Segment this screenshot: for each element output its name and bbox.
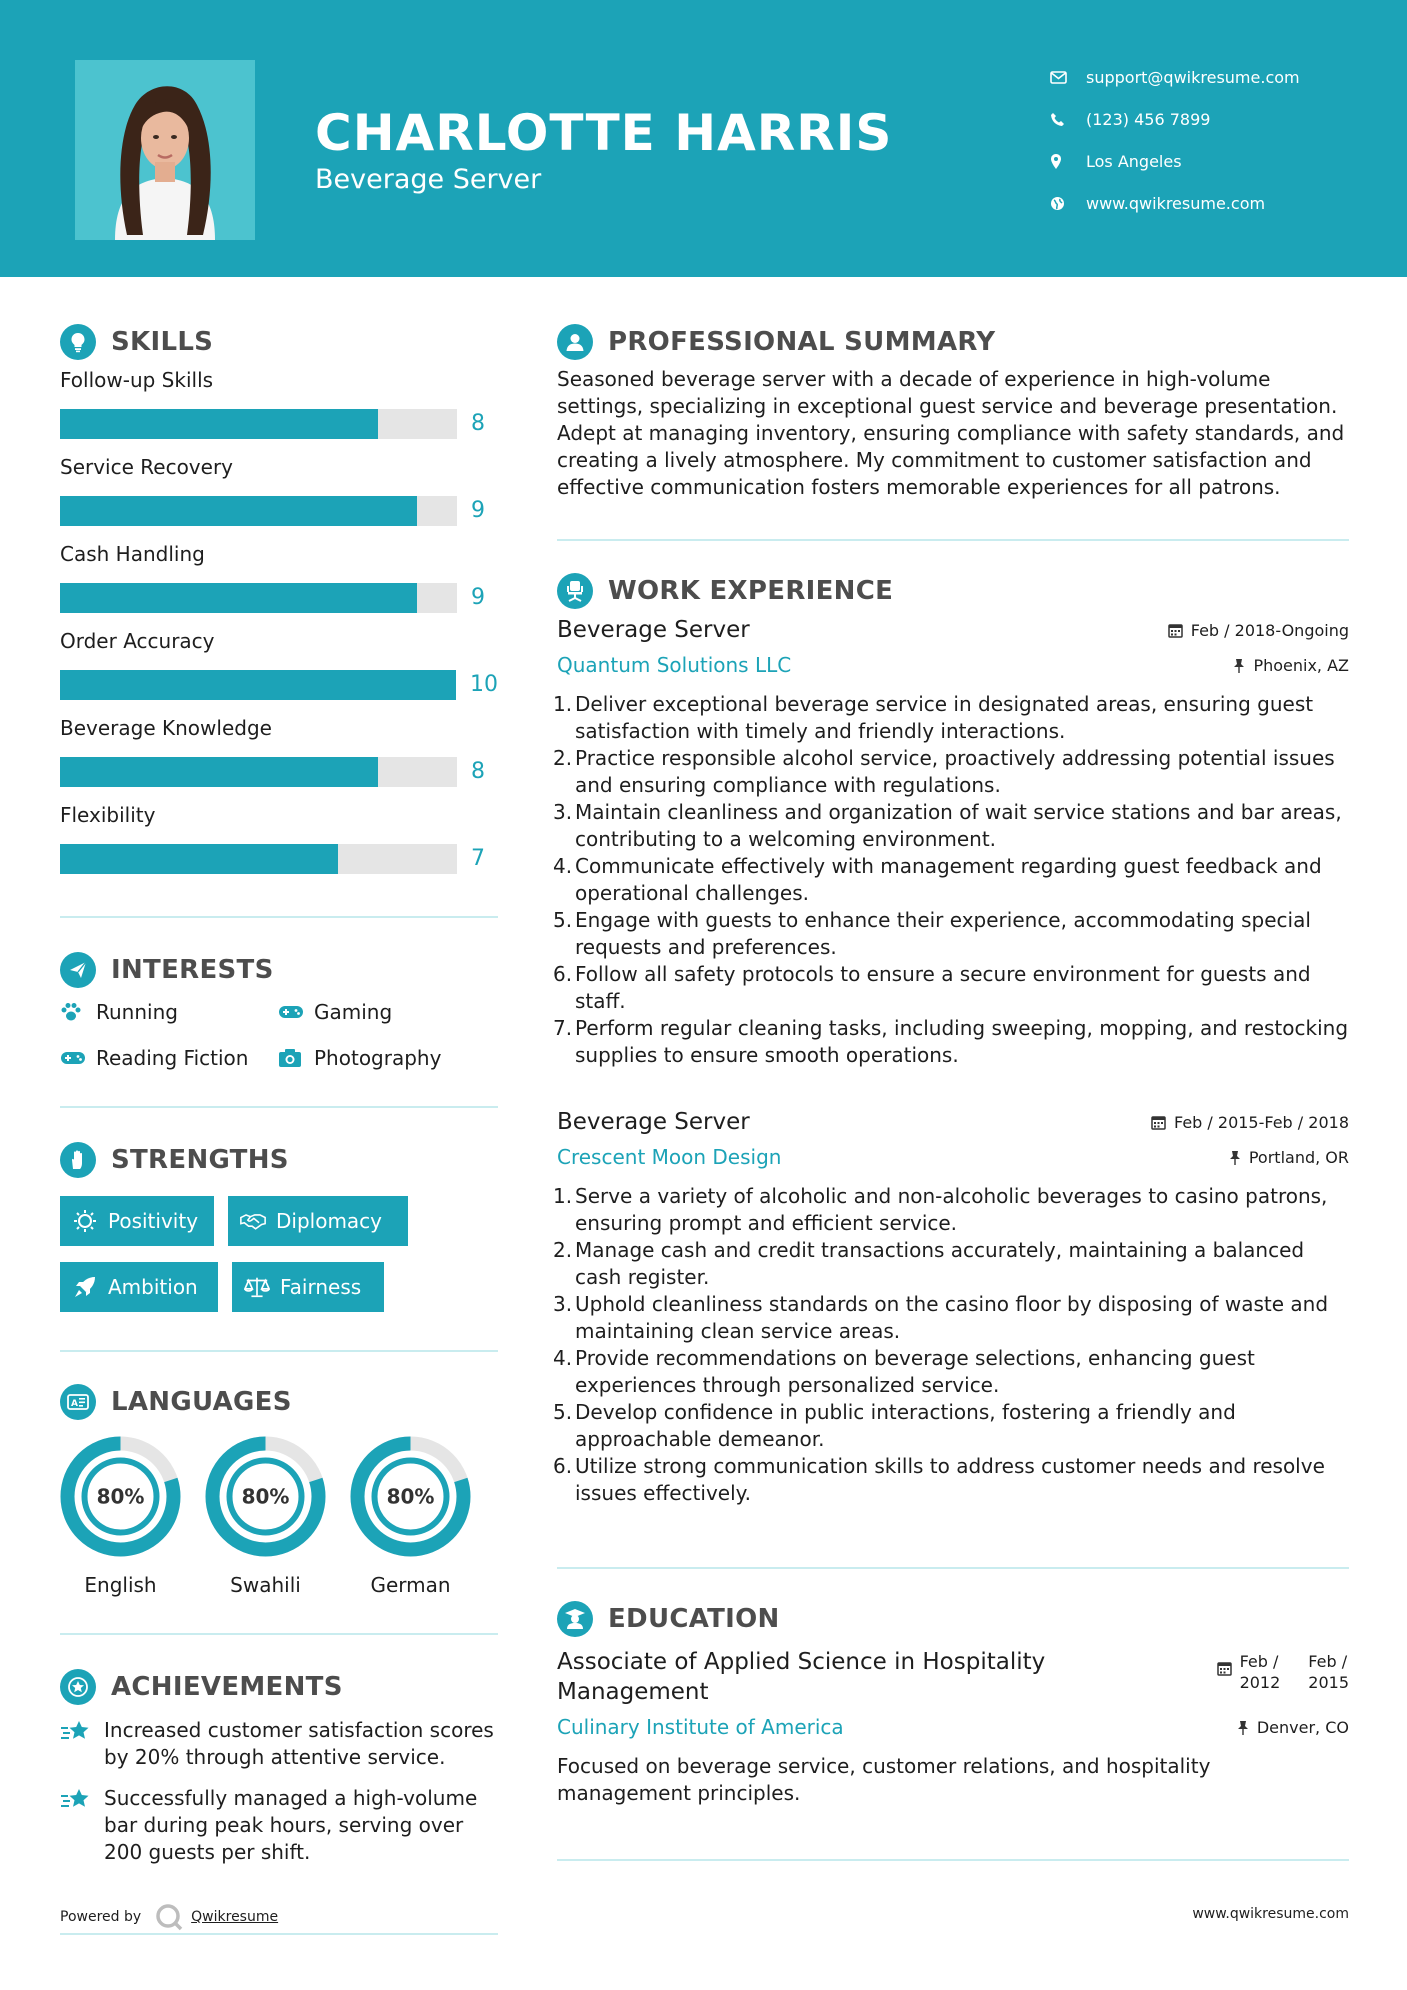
skill-bar-row xyxy=(60,742,498,801)
strength-label: Positivity xyxy=(108,1209,199,1233)
skill-bar-row xyxy=(60,481,498,540)
education-location xyxy=(1237,1718,1349,1737)
job-bullets xyxy=(553,691,1349,1069)
powered-by xyxy=(60,1903,278,1931)
bullet-text: Provide recommendations on beverage selections, enhancing guest experiences through personalized service. xyxy=(575,1346,1255,1397)
experience-heading xyxy=(557,569,1349,613)
location-text: Phoenix, AZ xyxy=(1253,655,1349,675)
language-name: English xyxy=(84,1573,157,1597)
education-school: Culinary Institute of America xyxy=(557,1715,844,1739)
section-title: INTERESTS xyxy=(111,955,274,985)
contact-list xyxy=(1050,56,1380,224)
svg-text:A: A xyxy=(71,1399,78,1409)
bullet-number: 1. xyxy=(553,692,573,716)
bullet-text: Deliver exceptional beverage service in designated areas, ensuring guest satisfaction with timely and friendly interactions. xyxy=(575,692,1314,743)
skill-name: Follow-up Skills xyxy=(60,368,214,392)
languages-heading xyxy=(60,1380,498,1424)
job-dates xyxy=(1168,621,1349,640)
skill-bar-fill xyxy=(60,757,378,787)
gamepad-icon xyxy=(278,1000,308,1024)
job-company: Crescent Moon Design xyxy=(557,1145,782,1169)
languages-list xyxy=(60,1436,498,1597)
balance-scale-icon xyxy=(244,1274,270,1300)
section-title: LANGUAGES xyxy=(111,1387,292,1417)
envelope-icon xyxy=(1050,68,1086,86)
location-text: Portland, OR xyxy=(1248,1147,1349,1167)
skill-name: Cash Handling xyxy=(60,542,205,566)
bullet-number: 6. xyxy=(553,962,573,986)
section-divider xyxy=(557,1859,1349,1861)
skill-bar-track xyxy=(60,757,457,787)
rocket-icon xyxy=(72,1274,98,1300)
bullet-text: Engage with guests to enhance their experience, accommodating special requests and preferences. xyxy=(575,908,1311,959)
job-bullet xyxy=(553,853,1349,907)
strengths-list xyxy=(60,1196,498,1312)
calendar-icon xyxy=(1168,623,1183,638)
skill-name: Service Recovery xyxy=(60,455,234,479)
interests-list xyxy=(60,998,498,1072)
camera-icon xyxy=(278,1046,308,1070)
bullet-text: Utilize strong communication skills to address customer needs and resolve issues effectively. xyxy=(575,1454,1325,1505)
skill-value: 9 xyxy=(471,585,485,610)
skill-bar-track xyxy=(60,670,456,700)
skill-bar-fill xyxy=(60,670,456,700)
job-bullet xyxy=(553,691,1349,745)
contact-location xyxy=(1050,140,1380,182)
shooting-star-icon xyxy=(60,1785,104,1866)
job-bullet xyxy=(553,907,1349,961)
interest-item xyxy=(278,998,498,1026)
language-percent: 80% xyxy=(241,1484,290,1509)
achievement-item xyxy=(60,1785,498,1866)
paper-plane-icon xyxy=(60,952,96,988)
job-role: Beverage Server xyxy=(557,1109,750,1135)
job-title-line xyxy=(557,1109,1349,1135)
strengths-heading xyxy=(60,1138,498,1182)
interest-item xyxy=(278,1044,498,1072)
language-item xyxy=(205,1436,326,1597)
bullet-number: 5. xyxy=(553,908,573,932)
bullet-text: Manage cash and credit transactions accurately, maintaining a balanced cash register. xyxy=(575,1238,1305,1289)
contact-text: support@qwikresume.com xyxy=(1086,67,1300,87)
raised-hand-icon xyxy=(60,1142,96,1178)
language-percent: 80% xyxy=(386,1484,435,1509)
skill-name: Flexibility xyxy=(60,803,156,827)
interests-heading xyxy=(60,948,498,992)
section-divider xyxy=(60,1933,498,1935)
powered-label: Powered by xyxy=(60,1909,142,1925)
location-text: Denver, CO xyxy=(1256,1717,1349,1737)
dates-text: Feb / 2018-Ongoing xyxy=(1190,620,1349,640)
skill-bar-fill xyxy=(60,409,378,439)
job-bullet xyxy=(553,1399,1349,1453)
left-column xyxy=(60,320,498,1866)
language-donut xyxy=(205,1436,326,1557)
section-title: ACHIEVEMENTS xyxy=(111,1672,343,1702)
bullet-text: Uphold cleanliness standards on the casino floor by disposing of waste and maintaining clean service areas. xyxy=(575,1292,1329,1343)
bullet-text: Perform regular cleaning tasks, including sweeping, mopping, and restocking supplies to ensure smooth operations. xyxy=(575,1016,1349,1067)
section-title: WORK EXPERIENCE xyxy=(608,576,894,606)
skill-bar-fill xyxy=(60,844,338,874)
job-bullet xyxy=(553,961,1349,1015)
language-icon xyxy=(60,1384,96,1420)
paw-icon xyxy=(60,1000,90,1024)
profile-photo xyxy=(75,60,255,240)
language-item xyxy=(60,1436,181,1597)
education-text: Focused on beverage service, customer relations, and hospitality management principles. xyxy=(557,1754,1211,1805)
skill-name: Order Accuracy xyxy=(60,629,215,653)
summary-text: Seasoned beverage server with a decade of experience in high-volume settings, specializing in exceptional guest service and beverage presentation. Adept at managing inventory, ensuring compliance with safety standards, and creating a lively atmosphere. My commitment to customer satisfaction and effective communication fosters memorable experiences for all patrons. xyxy=(557,367,1345,499)
bullet-number: 4. xyxy=(553,854,573,878)
bullet-text: Maintain cleanliness and organization of wait service stations and bar areas, contributing to a welcoming environment. xyxy=(575,800,1342,851)
strength-label: Diplomacy xyxy=(276,1209,383,1233)
skill-bar-row xyxy=(60,394,498,453)
section-title: STRENGTHS xyxy=(111,1145,289,1175)
section-divider xyxy=(60,1633,498,1635)
job-bullet xyxy=(553,799,1349,853)
language-donut xyxy=(60,1436,181,1557)
right-column xyxy=(553,320,1349,1861)
pushpin-icon xyxy=(1233,658,1245,673)
job-company: Quantum Solutions LLC xyxy=(557,653,792,677)
job-bullet xyxy=(553,1453,1349,1507)
job-bullet xyxy=(553,1237,1349,1291)
job-title-line xyxy=(557,617,1349,643)
section-title: EDUCATION xyxy=(608,1604,780,1634)
interest-label: Running xyxy=(96,1000,178,1024)
skill-bar-track xyxy=(60,583,457,613)
bullet-text: Serve a variety of alcoholic and non-alcoholic beverages to casino patrons, ensuring prompt and efficient service. xyxy=(575,1184,1328,1235)
strength-label: Fairness xyxy=(280,1275,362,1299)
skill-value: 10 xyxy=(470,672,498,697)
globe-icon xyxy=(1050,194,1086,212)
skill-bar-fill xyxy=(60,583,417,613)
skill-value: 8 xyxy=(471,411,485,436)
interest-label: Gaming xyxy=(314,1000,393,1024)
section-divider xyxy=(60,1106,498,1108)
gamepad-icon xyxy=(60,1046,90,1070)
candidate-name: CHARLOTTE HARRIS xyxy=(315,104,893,162)
interest-label: Photography xyxy=(314,1046,442,1070)
job-bullet xyxy=(553,745,1349,799)
user-icon xyxy=(557,324,593,360)
pushpin-icon xyxy=(1237,1720,1249,1735)
achievement-text: Successfully managed a high-volume bar during peak hours, serving over 200 guests per shift. xyxy=(104,1786,478,1864)
graduate-icon xyxy=(557,1601,593,1637)
bullet-text: Follow all safety protocols to ensure a secure environment for guests and staff. xyxy=(575,962,1311,1013)
bullet-number: 2. xyxy=(553,1238,573,1262)
skill-bar-fill xyxy=(60,496,417,526)
education-start-month: Feb / xyxy=(1239,1652,1279,1671)
language-name: Swahili xyxy=(230,1573,301,1597)
job-bullet xyxy=(553,1345,1349,1399)
achievement-text: Increased customer satisfaction scores by 20% through attentive service. xyxy=(104,1718,494,1769)
job-bullet xyxy=(553,1183,1349,1237)
section-divider xyxy=(60,916,498,918)
section-divider xyxy=(557,1567,1349,1569)
achievement-item xyxy=(60,1717,498,1771)
contact-phone[interactable] xyxy=(1050,98,1380,140)
bullet-number: 1. xyxy=(553,1184,573,1208)
strength-tag xyxy=(228,1196,408,1246)
language-donut xyxy=(350,1436,471,1557)
job-location xyxy=(1229,1148,1349,1167)
candidate-title: Beverage Server xyxy=(315,164,542,195)
skill-value: 9 xyxy=(471,498,485,523)
sun-icon xyxy=(72,1208,98,1234)
education-line xyxy=(557,1647,1349,1707)
education-end-month: Feb / xyxy=(1308,1652,1348,1671)
pushpin-icon xyxy=(1229,1150,1241,1165)
interest-label: Reading Fiction xyxy=(96,1046,249,1070)
skill-bar-track xyxy=(60,496,457,526)
skill-bar-track xyxy=(60,409,457,439)
skill-bar-track xyxy=(60,844,457,874)
job-entry xyxy=(553,1109,1349,1507)
contact-text: www.qwikresume.com xyxy=(1086,193,1266,213)
skill-value: 8 xyxy=(471,759,485,784)
map-pin-icon xyxy=(1050,152,1086,170)
qwikresume-link[interactable]: Qwikresume xyxy=(191,1909,279,1925)
skill-bar-row xyxy=(60,655,498,714)
skills-heading xyxy=(60,320,498,364)
calendar-icon xyxy=(1217,1651,1232,1676)
strength-tag xyxy=(232,1262,384,1312)
contact-website[interactable] xyxy=(1050,182,1380,224)
language-name: German xyxy=(370,1573,451,1597)
job-role: Beverage Server xyxy=(557,617,750,643)
job-entry xyxy=(553,617,1349,1069)
bullet-text: Practice responsible alcohol service, proactively addressing potential issues and ensuring compliance with regulations. xyxy=(575,746,1335,797)
lightbulb-icon xyxy=(60,324,96,360)
strength-tag xyxy=(60,1196,214,1246)
bullet-number: 7. xyxy=(553,1016,573,1040)
education-degree: Associate of Applied Science in Hospitality Management xyxy=(557,1649,1046,1705)
job-bullet xyxy=(553,1015,1349,1069)
bullet-number: 2. xyxy=(553,746,573,770)
summary-heading xyxy=(557,320,1349,364)
language-percent: 80% xyxy=(96,1484,145,1509)
office-chair-icon xyxy=(557,573,593,609)
contact-email[interactable] xyxy=(1050,56,1380,98)
handshake-icon xyxy=(240,1208,266,1234)
star-badge-icon xyxy=(60,1669,96,1705)
bullet-number: 3. xyxy=(553,800,573,824)
education-start-year: 2012 xyxy=(1239,1673,1281,1692)
job-bullet xyxy=(553,1291,1349,1345)
strength-label: Ambition xyxy=(108,1275,198,1299)
interest-item xyxy=(60,1044,278,1072)
education-school-line xyxy=(557,1715,1349,1739)
bullet-text: Communicate effectively with management regarding guest feedback and operational challenges. xyxy=(575,854,1322,905)
interest-item xyxy=(60,998,278,1026)
skills-list xyxy=(60,366,498,888)
job-dates xyxy=(1151,1113,1349,1132)
section-title: PROFESSIONAL SUMMARY xyxy=(608,327,996,357)
education-end-year: 2015 xyxy=(1308,1673,1349,1692)
section-divider xyxy=(557,539,1349,541)
phone-icon xyxy=(1050,110,1086,128)
achievements-heading xyxy=(60,1665,498,1709)
calendar-icon xyxy=(1151,1115,1166,1130)
job-company-line xyxy=(557,1145,1349,1169)
education-dates xyxy=(1217,1647,1349,1693)
section-divider xyxy=(60,1350,498,1352)
bullet-number: 5. xyxy=(553,1400,573,1424)
jobs-list xyxy=(553,617,1349,1507)
language-item xyxy=(350,1436,471,1597)
contact-text: (123) 456 7899 xyxy=(1086,109,1211,129)
job-company-line xyxy=(557,653,1349,677)
education-heading xyxy=(557,1597,1349,1641)
section-title: SKILLS xyxy=(111,327,214,357)
shooting-star-icon xyxy=(60,1717,104,1771)
bullet-number: 3. xyxy=(553,1292,573,1316)
bullet-text: Develop confidence in public interactions, fostering a friendly and approachable demeanor. xyxy=(575,1400,1236,1451)
strength-tag xyxy=(60,1262,218,1312)
skill-bar-row xyxy=(60,568,498,627)
resume-header xyxy=(0,0,1407,277)
qwikresume-logo-icon xyxy=(155,1903,183,1931)
skill-bar-row xyxy=(60,829,498,888)
job-location xyxy=(1233,656,1349,675)
footer-website[interactable]: www.qwikresume.com xyxy=(1192,1906,1349,1922)
contact-text: Los Angeles xyxy=(1086,151,1182,171)
dates-text: Feb / 2015-Feb / 2018 xyxy=(1174,1112,1349,1132)
job-bullets xyxy=(553,1183,1349,1507)
bullet-number: 4. xyxy=(553,1346,573,1370)
bullet-number: 6. xyxy=(553,1454,573,1478)
skill-name: Beverage Knowledge xyxy=(60,716,272,740)
skill-value: 7 xyxy=(471,846,485,871)
